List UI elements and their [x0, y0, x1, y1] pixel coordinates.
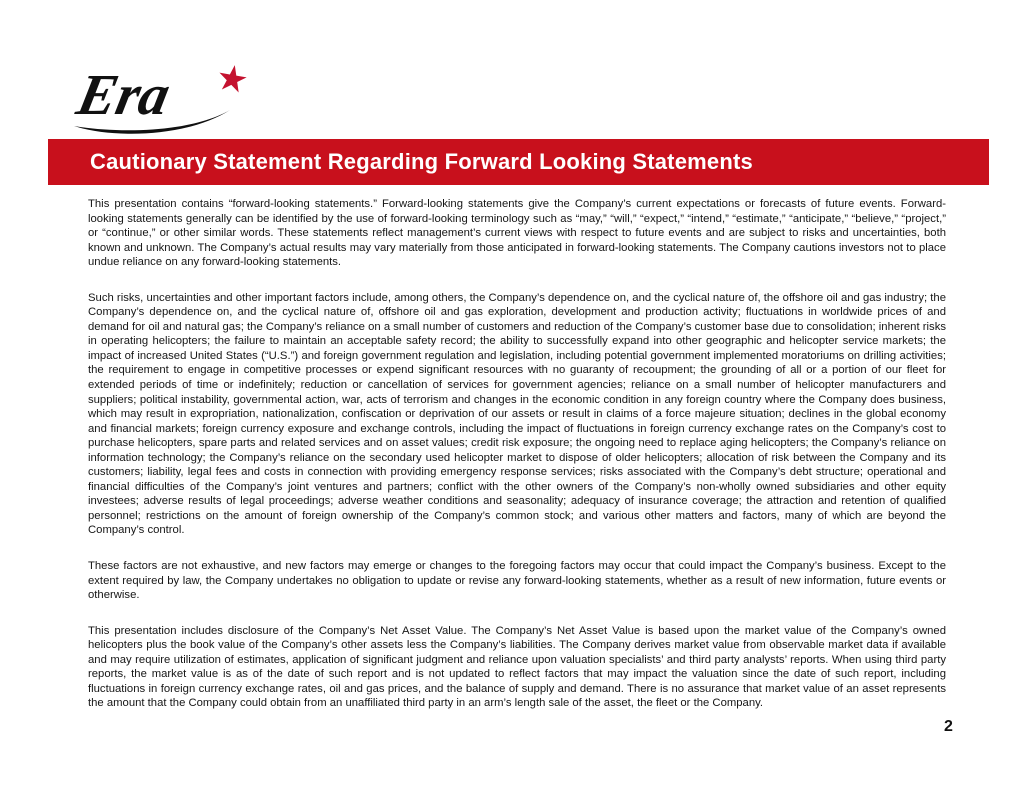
paragraph-forward-looking: This presentation contains “forward-looking statements.” Forward-looking statements give the Company’s current expectations or forecasts of future events. Forward-looking statements generally can be identified by the use of forward-looking terminology such as “may,” “will,” “expect,” “intend,” “estimate,” “anticipate,” “believe,” “project,” or “continue,” or other similar words. These statements reflect management’s current views with respect to future events and are subject to risks and uncertainties, both known and unknown. The Company’s actual results may vary materially from those anticipated in forward-looking statements. The Company cautions investors not to place undue reliance on any forward-looking statements. [88, 198, 946, 269]
era-logo [70, 60, 260, 142]
era-logo-graphic [70, 60, 260, 142]
page-number: 2 [944, 718, 953, 735]
star-icon: ★ [212, 60, 252, 103]
era-logo-text: Era [71, 62, 176, 127]
body-text [88, 197, 946, 711]
paragraph-risk-factors: Such risks, uncertainties and other important factors include, among others, the Company’s dependence on, and the cyclical nature of, the offshore oil and gas industry; the Company’s dependence on, and the cyclical nature of, offshore oil and gas exploration, development and production activity; fluctuations in worldwide prices of and demand for oil and natural gas; the Company’s reliance on a small number of customers and reduction of the Company’s customer base due to consolidation; inherent risks in operating helicopters; the failure to maintain an acceptable safety record; the ability to successfully expand into other geographic and helicopter service markets; the impact of increased United States (“U.S.”) and foreign government regulation and legislation, including potential government implemented moratoriums on drilling activities; the requirement to engage in competitive processes or expend significant resources with no guaranty of recoupment; the grounding of all or a portion of our fleet for extended periods of time or indefinitely; reduction or cancellation of services for government agencies; reliance on a small number of helicopter manufacturers and suppliers; political instability, governmental action, war, acts of terrorism and changes in the economic condition in any foreign country where the Company does business, which may result in expropriation, nationalization, confiscation or deprivation of our assets or result in claims of a force majeure situation; declines in the global economy and financial markets; foreign currency exposure and exchange controls, including the impact of fluctuations in foreign currency exchange rates on the Company’s cost to purchase helicopters, spare parts and related services and on asset values; credit risk exposure; the ongoing need to replace aging helicopters; the Company’s reliance on information technology; the Company’s reliance on the secondary used helicopter market to dispose of older helicopters; allocation of risk between the Company and its customers; liability, legal fees and costs in connection with providing emergency response services; risks associated with the Company’s debt structure; operational and financial difficulties of the Company’s joint ventures and partners; conflict with the other owners of the Company’s non-wholly owned subsidiaries and other equity investees; adverse results of legal proceedings; adverse weather conditions and seasonality; adequacy of insurance coverage; the attraction and retention of qualified personnel; restrictions on the amount of foreign ownership of the Company’s common stock; and various other matters and factors, many of which are beyond the Company’s control. [88, 291, 946, 537]
paragraph-net-asset-value: This presentation includes disclosure of the Company’s Net Asset Value. The Company’s Net Asset Value is based upon the market value of the Company’s owned helicopters plus the book value of the Company’s other assets less the Company’s liabilities. The Company derives market value from observable market data if available and may require utilization of estimates, application of significant judgment and reliance upon valuation specialists’ and third party analysts’ reports. When using third party reports, the market value is as of the date of such report and is not updated to reflect factors that may impact the valuation since the date of such report, including fluctuations in foreign currency exchange rates, oil and gas prices, and the balance of supply and demand. There is no assurance that market value of an asset represents the amount that the Company could obtain from an unaffiliated third party in an arm’s length sale of the asset, the fleet or the Company. [88, 624, 946, 710]
title-banner [48, 139, 989, 185]
page-title: Cautionary Statement Regarding Forward Looking Statements [90, 149, 753, 174]
paragraph-not-exhaustive: These factors are not exhaustive, and new factors may emerge or changes to the foregoing factors may occur that could impact the Company’s business. Except to the extent required by law, the Company undertakes no obligation to update or revise any forward-looking statements, whether as a result of new information, future events or otherwise. [88, 560, 946, 602]
